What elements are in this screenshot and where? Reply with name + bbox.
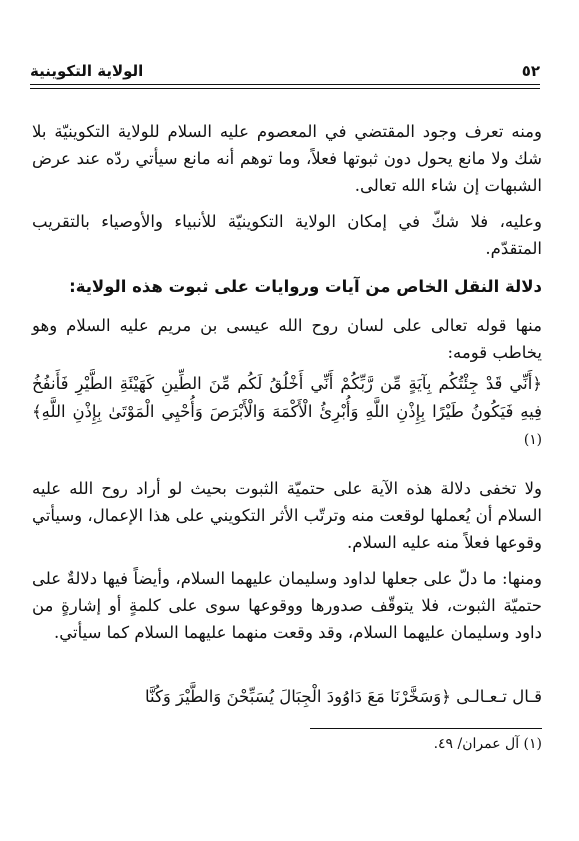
running-head (30, 58, 540, 84)
header-rule (30, 84, 540, 89)
paragraph-2: وعليه، فلا شكّ في إمكان الولاية التكوينيّة للأنبياء والأوصياء بالتقريب المتقدّم. (32, 212, 542, 258)
verse-text: ﴿أَنِّي قَدْ جِئْتُكُم بِآيَةٍ مِّن رَّبِّكُمْ أَنِّي أَخْلُقُ لَكُم مِّنَ الطِّينِ كَهَيْئَةِ الطَّيْرِ فَأَنفُخُ فِيهِ فَيَكُونُ طَيْرًا بِإِذْنِ اللَّهِ وَأُبْرِئُ الْأَكْمَهَ وَالْأَبْرَصَ وَأُحْيِي الْمَوْتَىٰ بِإِذْنِ اللَّهِ﴾ (32, 374, 542, 421)
paragraph-3: ولا تخفى دلالة هذه الآية على حتميّة الثبوت بحيث لو أراد روح الله عليه السلام أن يُعملها لوقعت منه وترتّب الأثر التكويني على هذا الإعمال، وسيأتي وقوعها فعلاً منه عليه السلام. (32, 479, 542, 552)
paragraph-5: قـال تـعـالـى ﴿وَسَخَّرْنَا مَعَ دَاوُودَ الْجِبَالَ يُسَبِّحْنَ وَالطَّيْرَ وَكُنَّا (144, 687, 542, 706)
paragraph-1: ومنه تعرف وجود المقتضي في المعصوم عليه السلام للولاية التكوينيّة بلا شك ولا مانع يحول دون ثبوتها فعلاً، وما توهم أنه مانع سيأتي ردّه عند عرض الشبهات إن شاء الله تعالى. (32, 122, 542, 195)
quran-verse (32, 370, 542, 460)
footnote-ref: (١) (523, 432, 542, 448)
footnote-rule (310, 728, 542, 729)
paragraph-4: ومنها: ما دلّ على جعلها لداود وسليمان عليهما السلام، وأيضاً فيها دلالةٌ على حتميّة الثبوت، فلا يتوقّف صدورها ووقوعها سوى على كلمةٍ أو إشارةٍ من داود وسليمان عليهما السلام، وقد وقعت منهما عليهما السلام كما سيأتي. (32, 569, 542, 642)
section-heading: دلالة النقل الخاص من آيات وروايات على ثبوت هذه الولاية: (69, 277, 542, 296)
footnote: (١) آل عمران/ ٤٩. (433, 736, 542, 752)
paragraph-intro: منها قوله تعالى على لسان روح الله عيسى بن مريم عليه السلام وهو يخاطب قومه: (32, 316, 542, 362)
chapter-title: الولاية التكوينية (30, 62, 144, 80)
page-number: ٥٢ (521, 62, 540, 80)
